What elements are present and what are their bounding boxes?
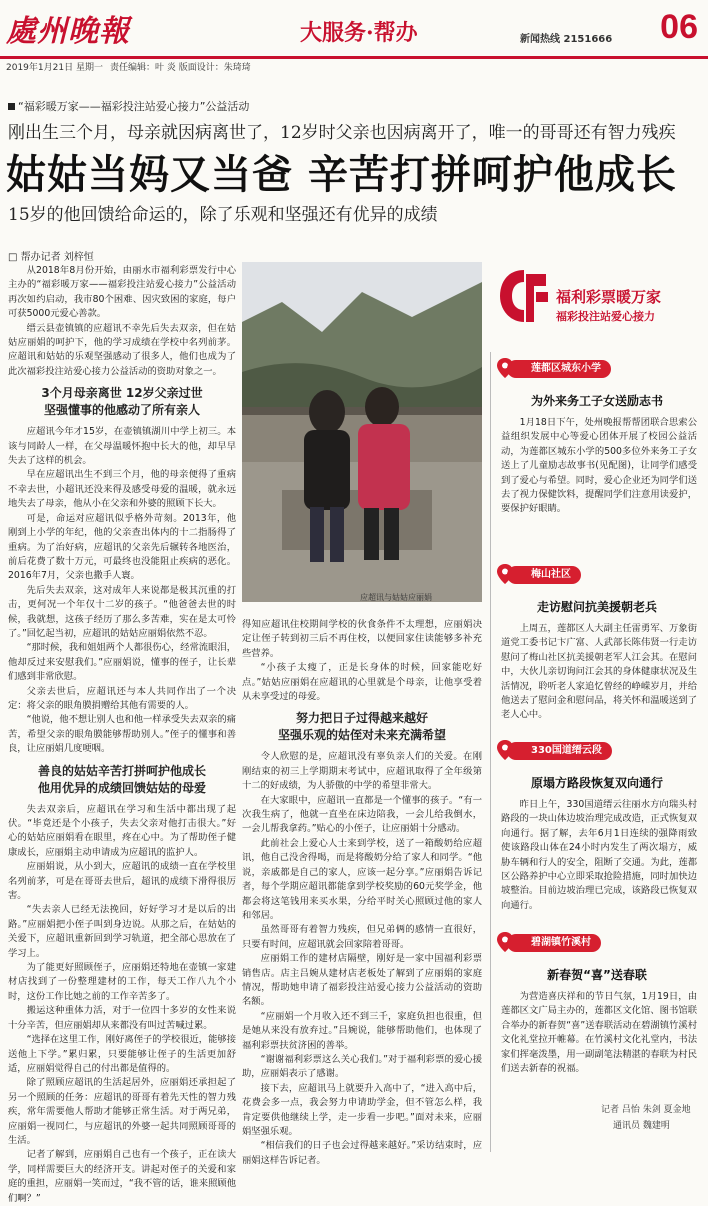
- correspondent-credit: 通讯员 魏建明: [613, 1121, 670, 1131]
- news-title: 新春贺“喜”送春联: [547, 968, 647, 982]
- location-tag: 梅山社区: [507, 566, 581, 584]
- paragraph: 接下去，应超讯马上就要升入高中了，“进入高中后，花费会多一点，我会努力申请助学金，但不管怎么样，我肯定要供他继续上学，走一步看一步吧。”面对未来，应丽娟坚强乐观。: [242, 1082, 482, 1137]
- section-title: 大服务·帮办: [300, 20, 418, 46]
- paragraph: 除了照顾应超讯的生活起居外，应丽娟还承担起了另一个照顾的任务：应超讯的哥哥有着先天性的智力残疾，常年需要他人帮助才能够正常生活。对于两兄弟，应丽娟一视同仁，与应超讯的外婆一起共同照顾哥哥的生活。: [8, 1077, 236, 1146]
- page-number: 06: [660, 8, 698, 46]
- square-bullet-icon: [8, 103, 15, 110]
- paper-logo: 處州晚報: [6, 14, 130, 49]
- paragraph: 早在应超讯出生不到三个月，他的母亲便得了重病不幸去世，小超讯还没来得及感受母爱的温暖，就永远地失去了母亲，他从小在父亲和外婆的照顾下长大。: [8, 469, 236, 510]
- paragraph: “失去亲人已经无法挽回，好好学习才是以后的出路。”应丽娟把小侄子叫到身边说。从那之后，在姑姑的关爱下，应超讯重新回到学习轨道，把全部心思放在了学习上。: [8, 904, 236, 959]
- news-sidebar: [490, 352, 703, 1152]
- article-headline: 姑姑当妈又当爸 辛苦打拼呵护他成长: [6, 152, 677, 198]
- paragraph: “相信我们的日子也会过得越来越好。”采访结束时，应丽娟这样告诉记者。: [242, 1140, 482, 1166]
- paragraph: “那时候，我和姐姐两个人都很伤心，经常流眼泪，他却反过来安慰我们。”应丽娟说，懂事的侄子，让长辈们感到非常欣慰。: [8, 642, 236, 683]
- paragraph: 可是，命运对应超讯似乎格外苛刻。2013年，他刚到上小学的年纪，他的父亲查出体内的十二指肠得了重病。为了治好病，应超讯的父亲先后辗转各地医治，前后花费了数十万元，可最终也没能阻止疾病的恶化。2016年7月，父亲也撒手人寰。: [8, 512, 236, 582]
- article-kicker: 刚出生三个月，母亲就因病离世了，12岁时父亲也因病离开了，唯一的哥哥还有智力残疾: [8, 123, 676, 143]
- reporter-credit: 记者 吕怡 朱剑 夏金地: [601, 1105, 691, 1115]
- article-photo: [242, 262, 482, 602]
- subheading-3: 努力把日子过得越来越好 坚强乐观的姑侄对未来充满希望: [277, 711, 446, 743]
- header-rule: [0, 56, 708, 59]
- location-tag: 碧湖镇竹溪村: [507, 934, 601, 952]
- paragraph: “选择在这里工作，刚好离侄子的学校很近，能够接送他上下学。”累归累，只要能够让侄子的生活更加舒适，应丽娟觉得自己的付出都是值得的。: [8, 1034, 236, 1074]
- paragraph: 上周五，莲都区人大副主任雷勇军、万象街道党工委书记卞广富、人武部长陈伟贤一行走访慰问了梅山社区抗美援朝老军人江会其。在慰问中，大伙儿亲切询问江会其的身体健康状况及生活情况，聆听老人家追忆曾经的峥嵘岁月，并给他送去了慰问金和慰问品，将关怀和温暖送到了老人心中。: [501, 623, 697, 721]
- editor-credits: 责任编辑：叶 炎 版面设计：朱琦琦: [110, 63, 251, 73]
- photo-caption: 应超讯与姑姑应丽娟: [360, 593, 432, 602]
- news-title: 为外来务工子女送励志书: [530, 394, 663, 408]
- article-column-2: [242, 618, 482, 1168]
- paragraph: “小孩子太瘦了，正是长身体的时候，回家能吃好点。”姑姑应丽娟在应超讯的心里就是个母亲，让他享受着从未享受过的母爱。: [242, 662, 482, 703]
- paragraph: 在大家眼中，应超讯一直都是一个懂事的孩子。“有一次我生病了，他就一直坐在床边陪我，一会儿给我倒水，一会儿帮我拿药。”贴心的小侄子，让应丽娟十分感动。: [242, 794, 482, 835]
- subheading-2: 善良的姑姑辛苦打拼呵护他成长 他用优异的成绩回馈姑姑的母爱: [37, 763, 206, 795]
- paragraph: 为营造喜庆祥和的节日气氛，1月19日，由莲都区文广局主办的，莲都区文化馆、图书馆联合举办的新春贺“喜”送春联活动在碧湖镇竹溪村文化礼堂拉开帷幕。在竹溪村文化礼堂内，书法家们挥毫泼墨，用一副副笔法精湛的春联为村民们送去新春的祝福。: [501, 991, 697, 1075]
- paragraph: “谢谢福利彩票这么关心我们。”对于福利彩票的爱心援助，应丽娟表示了感谢。: [242, 1053, 482, 1080]
- paragraph: 失去双亲后，应超讯在学习和生活中都出现了起伏。“毕竟还是个小孩子，失去父亲对他打击很大。”好心的姑姑应丽娟看在眼里，疼在心中。为了帮助侄子健康成长，应丽娟主动申请成为应超讯的监护人。: [8, 803, 236, 858]
- paragraph: 缙云县壶镇镇的应超讯不幸先后失去双亲，但在姑姑应丽娟的呵护下，他的学习成绩在学校中名列前茅。应超讯和姑姑的乐观坚强感动了很多人，他们也成为了此次福彩投注站爱心接力公益活动的资助对象之一。: [8, 322, 236, 377]
- paragraph: “应丽娟一个月收入还不到三千，家庭负担也很重，但是她从来没有放弃过。”吕婉说，能够帮助他们，也体现了福利彩票扶贫济困的善举。: [242, 1010, 482, 1051]
- paragraph: 先后失去双亲，这对成年人来说都是极其沉重的打击，更何况一个年仅十二岁的孩子。“他爸爸去世的时候，我就想，这孩子经历了那么多苦难，实在是太可怜了。”回忆起当初，应超讯的姑姑应丽娟依然不忍。: [8, 584, 236, 639]
- location-tag: 330国道缙云段: [507, 742, 612, 760]
- article-deck: 15岁的他回馈给命运的，除了乐观和坚强还有优异的成绩: [8, 205, 438, 225]
- article-column-1: [8, 264, 236, 1206]
- paragraph: 从2018年8月份开始，由丽水市福利彩票发行中心主办的“福彩暖万家——福彩投注站爱心接力”公益活动再次如约启动，我市80个困难、因灾致困的家庭，每户可获5000元爱心善款。: [8, 265, 236, 320]
- paragraph: 搬运这种重体力活，对于一位四十多岁的女性来说十分辛苦，但应丽娟却从来都没有叫过苦喊过累。: [8, 1005, 236, 1031]
- campaign-label: [8, 98, 249, 114]
- photo-illustration: [242, 262, 482, 602]
- paragraph: 得知应超讯住校期间学校的伙食条件不太理想，应丽娟决定让侄子转到初三后不再住校，以便回家住读能够多补充些营养。: [242, 619, 482, 659]
- paragraph: 为了能更好照顾侄子，应丽娟还特地在壶镇一家建材店找到了一份整理建材的工作，每天工作八九个小时，这份工作比她之前的工作辛苦多了。: [8, 962, 236, 1002]
- paragraph: 应丽娟说，从小到大，应超讯的成绩一直在学校里名列前茅，可是在哥哥去世后，超讯的成绩下滑得很厉害。: [8, 861, 236, 902]
- news-hotline: 新闻热线 2151666: [520, 34, 613, 45]
- paragraph: 昨日上午，330国道缙云往丽水方向瑞头村路段的一块山体边坡治理完成改造，正式恢复双向通行。据了解，去年6月1日连续的强降雨致使该路段山体在24小时内发生了两次塌方，威胁车辆和行人的安全，阻断了交通。为此，莲都区公路养护中心立即采取抢险措施，同时加快边坡整治。目前边坡治理已完成，该路段已恢复双向通行。: [501, 799, 697, 911]
- paragraph: 记者了解到，应丽娟自己也有一个孩子，正在读大学，同样需要巨大的经济开支。讲起对侄子的关爱和家庭的重担，应丽娟一笑而过，“我不管的话，谁来照顾他们啊？”: [8, 1149, 236, 1204]
- paragraph: 令人欣慰的是，应超讯没有辜负亲人们的关爱。在刚刚结束的初三上学期期末考试中，应超讯取得了全年级第十二的好成绩，为人骄傲的中学的希望非常大。: [242, 751, 482, 792]
- paragraph: 应丽娟工作的建材店隔壁，刚好是一家中国福利彩票销售店。店主吕婉从建材店老板处了解到了应丽娟的家庭情况，帮助她申请了福彩投注站爱心接力公益活动的资助名额。: [242, 953, 482, 1008]
- paragraph: 此前社会上爱心人士来到学校，送了一箱酸奶给应超讯，他自己没舍得喝，而是将酸奶分给了家人和同学。“他说，亲戚都是自己的家人，应该一起分享。”应丽娟告诉记者，每个学期应超讯都能拿到学校奖励的60元奖学金，他都会将这笔钱用来买水果，分给平时关心照顾过他的家人和邻居。: [242, 837, 482, 921]
- paragraph: 应超讯今年才15岁，在壶镇镇湖川中学上初三。本该与同龄人一样，在父母温暖怀抱中长大的他，却早早失去了这样的机会。: [8, 426, 236, 467]
- news-title: 原塌方路段恢复双向通行: [530, 776, 663, 790]
- subheading-1: 3个月母亲离世 12岁父亲过世 坚强懂事的他感动了所有亲人: [41, 386, 203, 418]
- news-body: [501, 990, 697, 1076]
- paragraph: 虽然哥哥有着智力残疾，但兄弟俩的感情一直很好，只要有时间，应超讯就会回家陪着哥哥。: [242, 924, 482, 950]
- article-byline: □ 帮办记者 刘梓恒: [8, 252, 94, 263]
- lottery-emblem-icon: [494, 266, 554, 328]
- news-body: [501, 416, 697, 517]
- lottery-logo-subtitle: 福彩投注站爱心接力: [556, 310, 655, 323]
- paragraph: 父亲去世后，应超讯还与本人共同作出了一个决定：将父亲的眼角膜捐赠给其他有需要的人。: [8, 685, 236, 711]
- news-body: [501, 622, 697, 723]
- campaign-label-text: “福彩暖万家——福彩投注站爱心接力”公益活动: [18, 100, 250, 113]
- location-tag: 莲都区城东小学: [507, 360, 611, 378]
- paragraph: “他说，他不想让别人也和他一样承受失去双亲的痛苦，希望父亲的眼角膜能够帮助别人。”侄子的懂事和善良，让应丽娟几度哽咽。: [8, 714, 236, 755]
- paragraph: 1月18日下午，处州晚报帮帮团联合思索公益组织发展中心等爱心团体开展了校园公益活动，为莲都区城东小学的500多位外来务工子女送上了儿童励志故事书(见配图)，让同学们感受到了爱心与希望。同时，爱心企业还为同学们送去了视力保健饮料，提醒同学们注意用读爱护，要保护好眼睛。: [501, 417, 697, 515]
- lottery-logo-title: 福利彩票暖万家: [556, 288, 662, 306]
- news-body: [501, 798, 697, 913]
- news-title: 走访慰问抗美援朝老兵: [536, 600, 657, 614]
- issue-date: 2019年1月21日 星期一: [6, 63, 103, 73]
